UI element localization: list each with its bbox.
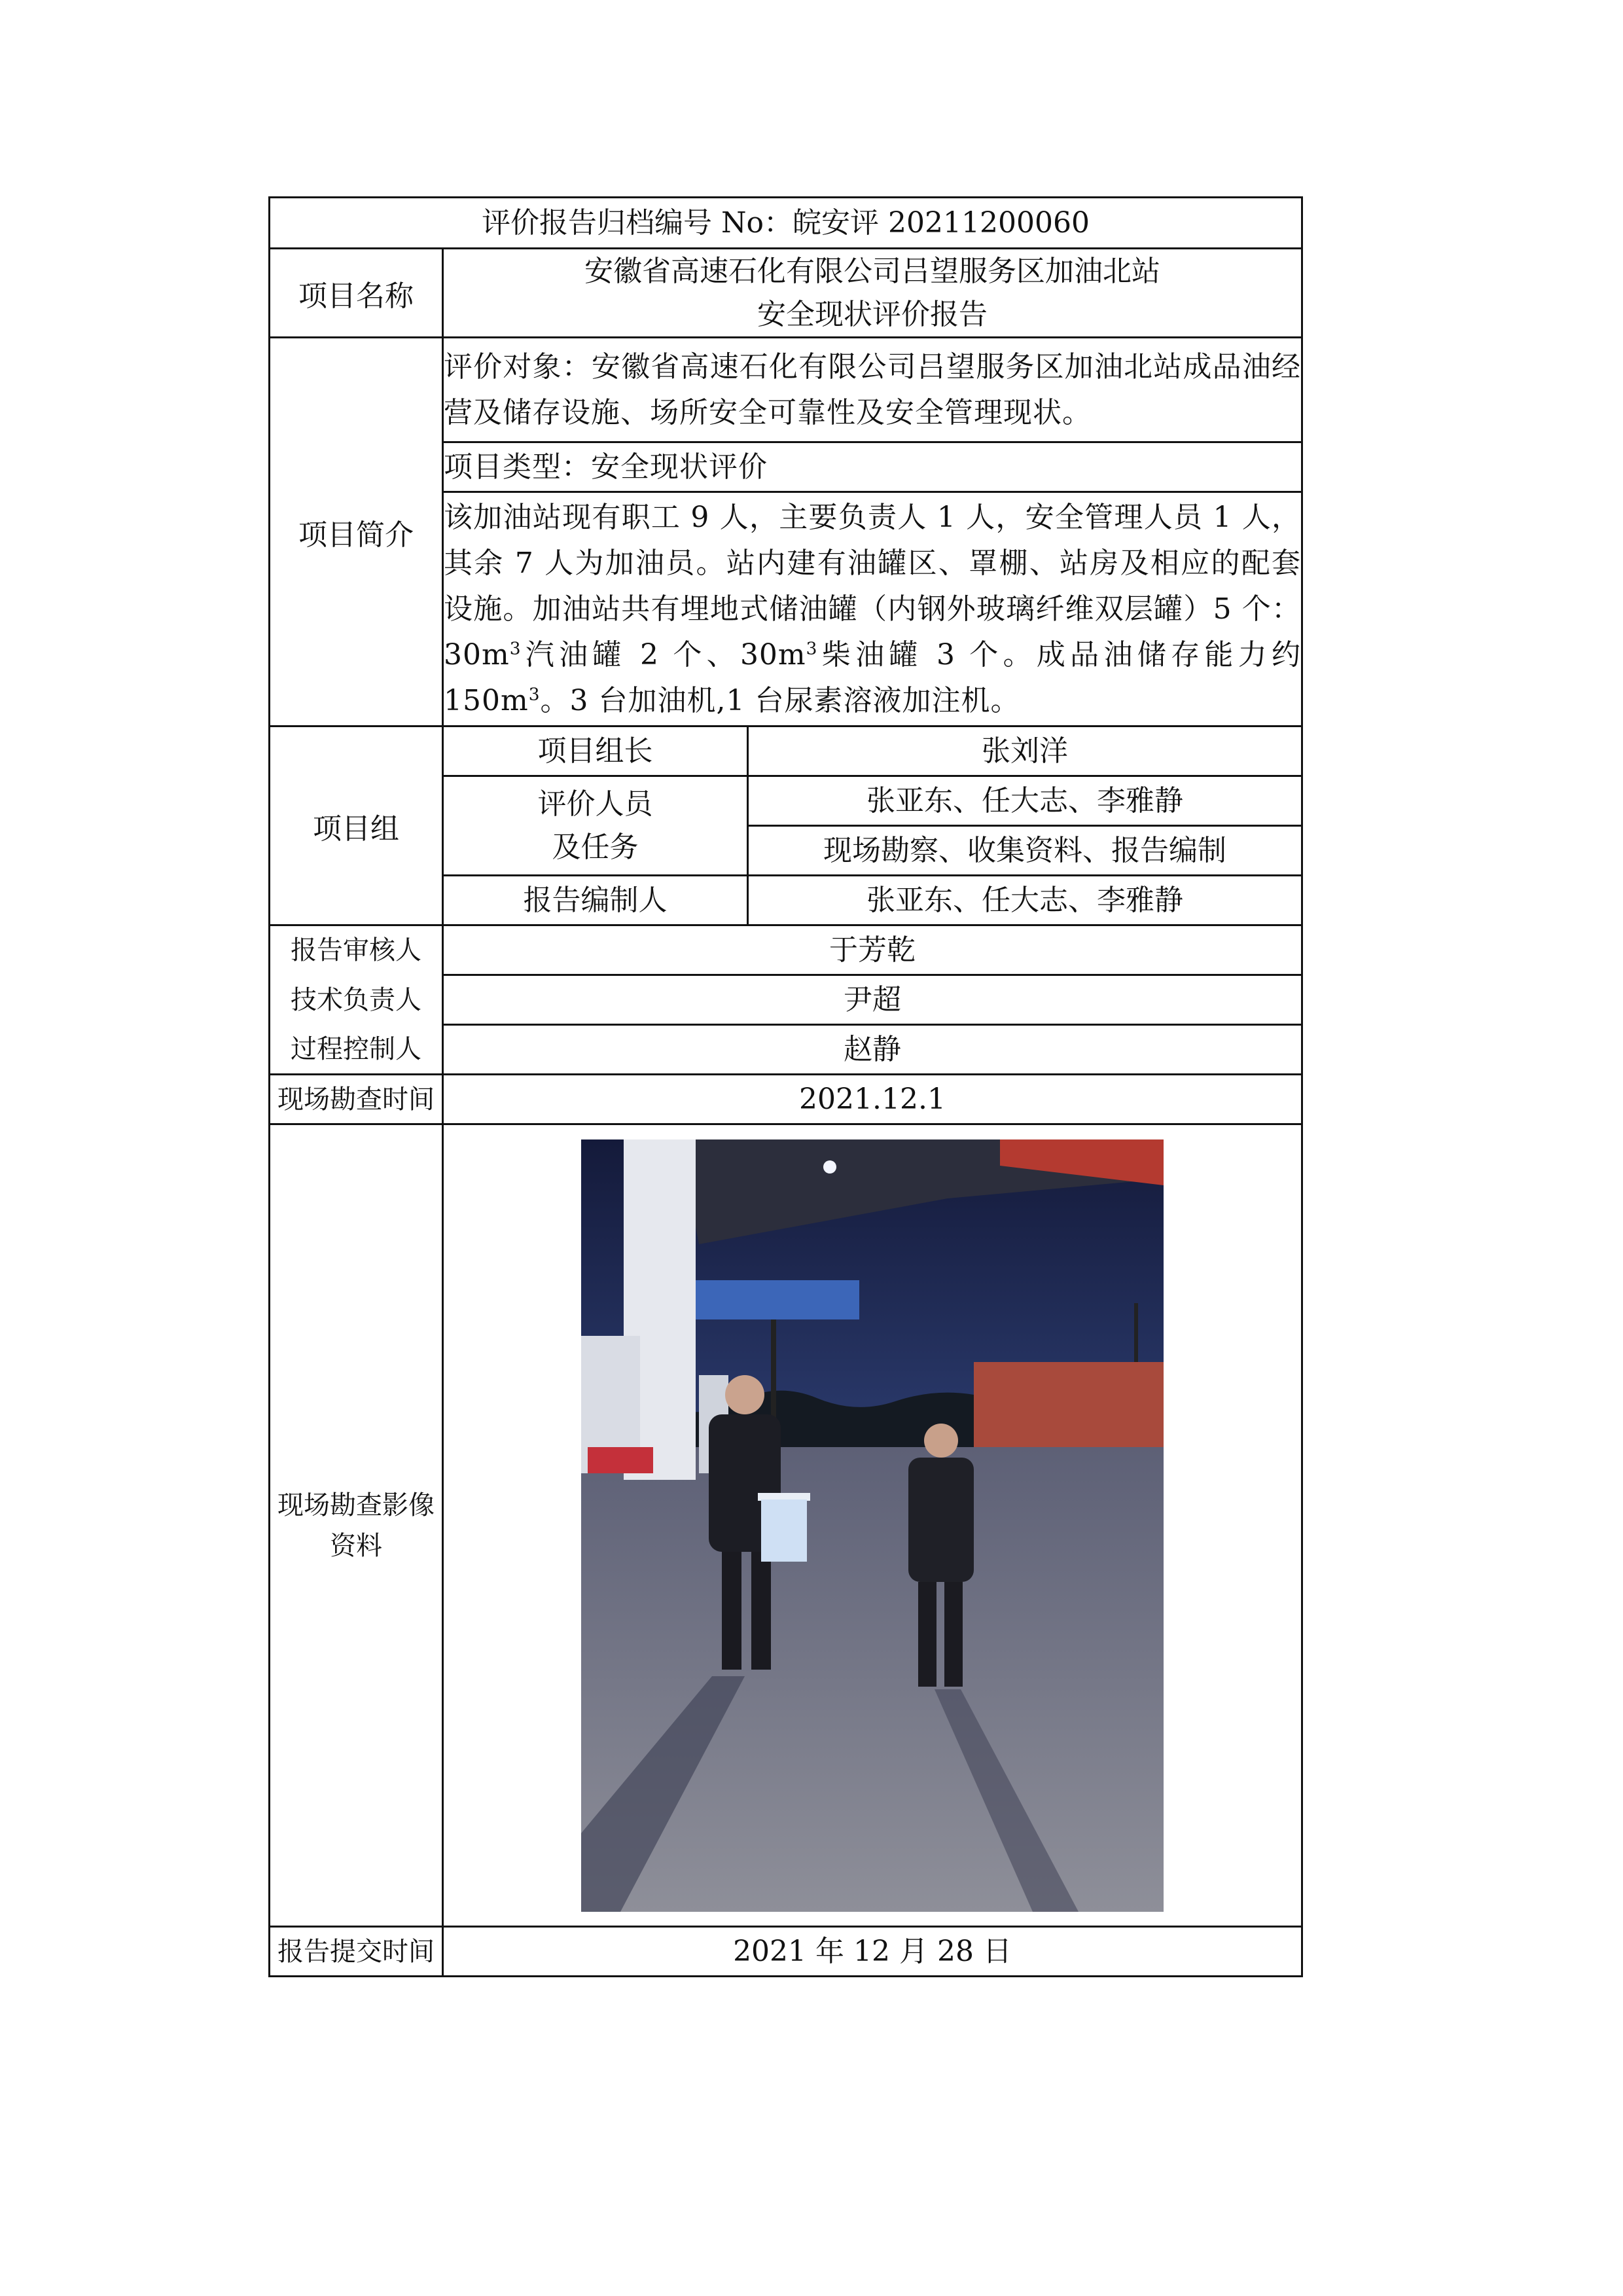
submit-time-label: 报告提交时间 <box>270 1927 443 1977</box>
project-description <box>443 492 1302 726</box>
intro-object-row <box>270 338 1302 442</box>
submit-time-row <box>270 1927 1302 1977</box>
project-name-value <box>443 249 1302 338</box>
dispenser-base <box>588 1447 653 1473</box>
desc-part3: 柴油罐 3 个。成品油储存能力约 150m <box>444 637 1302 717</box>
evaluators-label-line1: 评价人员 <box>537 787 653 821</box>
canopy-light <box>823 1160 836 1174</box>
reviewer-value: 于芳乾 <box>443 925 1302 975</box>
desc-part2: 汽油罐 2 个、30m <box>521 637 806 672</box>
intro-label: 项目简介 <box>270 338 443 726</box>
photo-label <box>270 1124 443 1927</box>
report-sheet <box>268 196 1301 1977</box>
photo-label-line1: 现场勘查影像 <box>277 1490 435 1520</box>
report-form-table <box>268 196 1303 1977</box>
compiler-value: 张亚东、任大志、李雅静 <box>748 876 1302 925</box>
tasks-value: 现场勘察、收集资料、报告编制 <box>748 826 1302 876</box>
tech-label: 技术负责人 <box>270 975 443 1025</box>
reviewer-row <box>270 925 1302 975</box>
project-name-row <box>270 249 1302 338</box>
submit-time-value: 2021 年 12 月 28 日 <box>443 1927 1302 1977</box>
evaluators-label <box>443 776 748 876</box>
team-label: 项目组 <box>270 726 443 925</box>
photo-row <box>270 1124 1302 1927</box>
evaluators-value: 张亚东、任大志、李雅静 <box>748 776 1302 826</box>
reviewer-label: 报告审核人 <box>270 925 443 975</box>
billboard <box>696 1280 859 1319</box>
team-leader-label: 项目组长 <box>443 726 748 776</box>
survey-time-row <box>270 1075 1302 1124</box>
project-name-line1: 安徽省高速石化有限公司吕望服务区加油北站 <box>584 254 1161 288</box>
desc-part1: 该加油站现有职工 9 人，主要负责人 1 人，安全管理人员 1 人，其余 7 人为加油员。站内建有油罐区、罩棚、站房及相应的配套设施。加油站共有埋地式储油罐（内钢外玻璃纤维双层罐）5 个：30m <box>444 500 1302 672</box>
unit-superscript: 3 <box>806 637 818 658</box>
evaluators-label-line2: 及任务 <box>552 830 639 864</box>
survey-time-label: 现场勘查时间 <box>270 1075 443 1124</box>
archive-number: 评价报告归档编号 No：皖安评 20211200060 <box>270 198 1302 249</box>
process-label: 过程控制人 <box>270 1025 443 1075</box>
project-name-label: 项目名称 <box>270 249 443 338</box>
desc-part4: 。3 台加油机,1 台尿素溶液加注机。 <box>540 683 1020 717</box>
photo-cell <box>443 1124 1302 1927</box>
process-row <box>270 1025 1302 1075</box>
archive-row <box>270 198 1302 249</box>
unit-superscript: 3 <box>528 683 541 704</box>
team-leader-row <box>270 726 1302 776</box>
tech-row <box>270 975 1302 1025</box>
tech-value: 尹超 <box>443 975 1302 1025</box>
evaluation-object: 评价对象：安徽省高速石化有限公司吕望服务区加油北站成品油经营及储存设施、场所安全可靠性及安全管理现状。 <box>443 338 1302 442</box>
site-survey-photo <box>581 1139 1164 1912</box>
project-type: 项目类型：安全现状评价 <box>443 442 1302 492</box>
team-leader-value: 张刘洋 <box>748 726 1302 776</box>
process-value: 赵静 <box>443 1025 1302 1075</box>
compiler-label: 报告编制人 <box>443 876 748 925</box>
project-name-line2: 安全现状评价报告 <box>757 297 988 331</box>
unit-superscript: 3 <box>509 637 522 658</box>
forecourt-ground <box>581 1447 1164 1912</box>
photo-label-line2: 资料 <box>330 1530 382 1561</box>
survey-time-value: 2021.12.1 <box>443 1075 1302 1124</box>
